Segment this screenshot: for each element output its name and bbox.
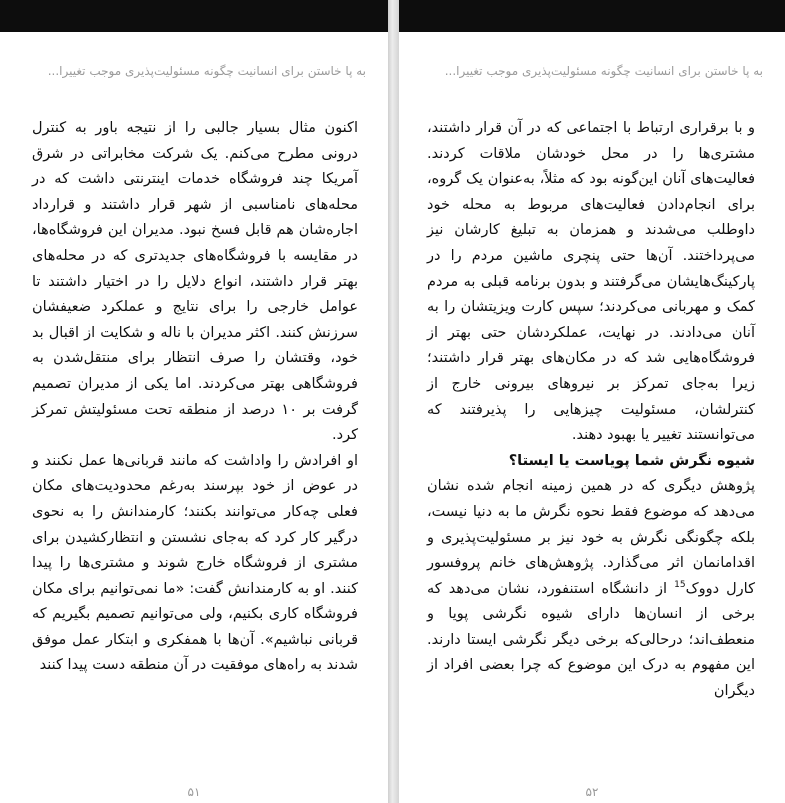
right-paragraph-2-start: پژوهش دیگری که در همین زمینه انجام شده نشان می‌دهد که موضوع فقط نحوه نگرش ما به دنیا نیست، بلکه چگونگی نگرش به خود نیز بر مسئولیت‌پذیری و اقدامانمان اثر می‌گذارد. پژوهش‌های خانم پروفسور کارل دووک xyxy=(427,478,755,597)
right-body-text[interactable] xyxy=(427,116,755,705)
footnote-reference[interactable]: 15 xyxy=(674,579,686,590)
left-paragraph-2: او افرادش را واداشت که مانند قربانی‌ها عمل نکنند و در عوض از خود بپرسند به‌رغم محدودیت‌های مکان فعلی چه‌کار می‌توانند بکنند؛ کارمندانش را به نحوی درگیر کار کرد که به‌جای نشستن و انتظارکشیدن برای مشتری از فروشگاه خارج شوند و مشتری‌ها را پیدا کنند. او به کارمندانش گفت: «ما نمی‌توانیم برای مکان فروشگاه کاری بکنیم، ولی می‌توانیم تصمیم بگیریم که قربانی نباشیم». آن‌ها با همفکری و ابتکار عمل موفق شدند به راه‌های موفقیت در آن منطقه دست پیدا کنند xyxy=(32,452,358,674)
right-page[interactable] xyxy=(399,0,785,803)
right-paragraph-2 xyxy=(427,474,755,704)
section-heading: شیوه نگرش شما پویاست یا ایستا؟ xyxy=(508,452,755,469)
right-paragraph-1: و با برقراری ارتباط با اجتماعی که در آن قرار داشتند، مشتری‌ها را در محل خودشان ملاقات کردند. فعالیت‌های آنان این‌گونه بود که مثلاً، به‌عنوان یک گروه، برای انجام‌دادن فعالیت‌های مربوط به محله خود داوطلب می‌شدند و همزمان به تبلیغ کارشان نیز می‌پرداختند. آن‌ها حتی پنچری ماشین مردم را در پارکینگ‌هایشان می‌گرفتند و بدون برنامه قبلی به مردم کمک و مهربانی می‌کردند؛ سپس کارت ویزیتشان را به آنان می‌دادند. در نهایت، عملکردشان حتی بهتر از فروشگاه‌هایی شد که در مکان‌های بهتر قرار داشتند؛ زیرا به‌جای تمرکز بر نیروهای بیرونی خارج از کنترلشان، مسئولیت چیزهایی را پذیرفتند که می‌توانستند تغییر یا بهبود دهند. xyxy=(427,120,755,444)
right-running-head: به پا خاستن برای انسانیت چگونه مسئولیت‌پذیری موجب تغییرا... xyxy=(444,64,763,78)
left-top-bar xyxy=(0,0,388,32)
right-paragraph-2-end: از دانشگاه استنفورد، نشان می‌دهد که برخی از انسان‌ها دارای شیوه نگرشی پویا و منعطف‌اند؛ درحالی‌که برخی دیگر نگرشی ایستا دارند. این مفهوم به درک این موضوع که چرا بعضی افراد از دیگران xyxy=(427,580,755,700)
left-body-text[interactable] xyxy=(32,116,358,679)
book-gutter xyxy=(388,0,399,803)
left-page-number: ۵۱ xyxy=(187,785,201,799)
left-paragraph-1: اکنون مثال بسیار جالبی را از نتیجه باور به کنترل درونی مطرح می‌کنم. یک شرکت مخابراتی در شرق آمریکا چند فروشگاه خدمات اینترنتی داشت که در محله‌های نامناسبی از شهر قرار داشتند و قرارداد اجاره‌شان هم قابل فسخ نبود. مدیران این فروشگاه‌ها، در مقایسه با فروشگاه‌های جدیدتری که در محله‌های بهتر قرار داشتند، انواع دلایل را در اختیار داشتند تا عوامل خارجی را برای نتایج و عملکرد ضعیفشان سرزنش کنند. اکثر مدیران با ناله و شکایت از اقبال بد خود، وقتشان را صرف انتظار برای منتقل‌شدن به فروشگاهی بهتر می‌کردند. اما یکی از مدیران تصمیم گرفت بر ۱۰ درصد از منطقه تحت مسئولیتش تمرکز کرد. xyxy=(32,120,358,444)
right-page-number: ۵۲ xyxy=(585,785,599,799)
left-running-head: به پا خاستن برای انسانیت چگونه مسئولیت‌پذیری موجب تغییرا... xyxy=(47,64,366,78)
left-page[interactable] xyxy=(0,0,388,803)
right-top-bar xyxy=(399,0,785,32)
